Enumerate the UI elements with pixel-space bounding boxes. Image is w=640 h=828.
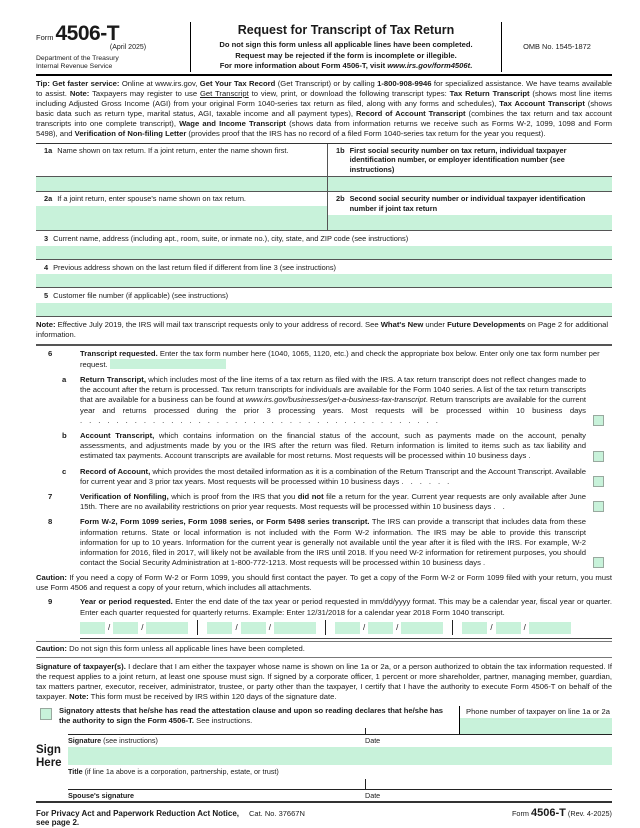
spouse-label-row (68, 789, 612, 800)
form-word: Form (36, 33, 54, 42)
checkbox-w2-1099-transcript[interactable] (593, 557, 604, 568)
date2-dd-field[interactable] (241, 622, 266, 634)
form-header (36, 22, 612, 76)
page-title: Request for Transcript of Tax Return (237, 23, 455, 37)
line-5-number: 5 (44, 291, 49, 300)
date-group-divider (325, 620, 326, 635)
date-separator: / (490, 623, 493, 633)
line-8-number: 8 (48, 517, 53, 527)
dept-irs: Internal Revenue Service (36, 63, 113, 70)
line-6c (36, 467, 612, 487)
header-instruction-3: For more information about Form 4506-T, visit www.irs.gov/form4506t. (219, 61, 473, 70)
catalog-number: Cat. No. 37667N (249, 809, 305, 819)
line-6a-letter: a (62, 374, 67, 384)
date-separator: / (108, 623, 111, 633)
line-1a-label: Name shown on tax return. If a joint return, enter the name shown first. (57, 145, 289, 155)
line-9 (36, 597, 612, 617)
form-identity-block (36, 22, 191, 72)
date1-yyyy-field[interactable] (146, 622, 188, 634)
line-3-label: Current name, address (including apt., room, suite, or inmate no.), city, state, and ZIP code (see instructions) (53, 234, 409, 243)
line-3-number: 3 (44, 234, 49, 243)
header-instruction-2: Request may be rejected if the form is incomplete or illegible. (235, 50, 457, 60)
date4-yyyy-field[interactable] (529, 622, 571, 634)
form-revision: (April 2025) (109, 44, 147, 51)
line-9-text: Year or period requested. Enter the end date of the tax year or period requested in mm/dd/yyyy format. This may be a calendar year, fiscal year or quarter. Enter each quarter requested for quarterly returns. Example: Enter 12/31/2018 for a calendar year 2018 Form 1040 transcript. (80, 597, 612, 617)
line-9-number: 9 (48, 597, 53, 607)
form-title-block (191, 22, 501, 72)
title-field[interactable] (68, 747, 612, 765)
field-4-previous-address[interactable] (36, 274, 612, 287)
spouse-signature-label: Spouse's signature (68, 791, 135, 801)
date3-dd-field[interactable] (368, 622, 393, 634)
line-6c-letter: c (62, 466, 67, 476)
field-2b-ssn[interactable] (328, 215, 612, 230)
note-paragraph: Note: Effective July 2019, the IRS will mail tax transcript requests only to your address of record. See What's New under Future Developments on Page 2 for additional information. (36, 319, 609, 339)
date-separator: / (268, 623, 271, 633)
signature-date-label: Date (365, 736, 381, 746)
line-6a-text: Return Transcript, which includes most of the line items of a tax return as filed with the IRS. A tax return transcript does not reflect changes made to the account after the return is processed. Tax return transcripts for individuals are available for the Form 1040 series. A list of the tax return transcripts that are available for a business can be found at www.irs.gov/businesses/get-a-business-tax-transcript. Return transcripts are available for the current year and returns processed during the prior 3 processing years. Most requests will be processed within 10 business days ........................................ (80, 374, 586, 425)
date-group-divider (452, 620, 453, 635)
date3-yyyy-field[interactable] (401, 622, 443, 634)
line-4-number: 4 (44, 262, 49, 272)
line-1b-number: 1b (336, 145, 345, 155)
form-number-footer: Form 4506-T (Rev. 4-2025) (511, 807, 612, 820)
field-5-customer-file-number[interactable] (36, 303, 612, 316)
phone-number-field[interactable] (460, 718, 612, 734)
field-2a-spouse-name[interactable] (36, 206, 327, 231)
sign-here-block (36, 734, 612, 803)
date2-mm-field[interactable] (207, 622, 232, 634)
date-separator: / (362, 623, 366, 633)
privacy-act-notice: For Privacy Act and Paperwork Reduction Act Notice, see page 2. (36, 809, 240, 828)
line-6c-text: Record of Account, which provides the most detailed information as it is a combination of the Return Transcript and the Account Transcript. Available for current year and 3 prior tax years. Most requests will be processed within 10 business days ...... (80, 466, 586, 486)
date-separator: / (141, 623, 144, 633)
line-1a-number: 1a (44, 145, 53, 155)
line-6 (36, 349, 612, 370)
signature-date-divider (365, 728, 366, 735)
line-6a (36, 375, 612, 426)
form-footer (36, 803, 612, 827)
line-6-number: 6 (48, 348, 53, 358)
caution-sign-paragraph: Caution: Do not sign this form unless all applicable lines have been completed. (36, 643, 305, 653)
phone-column (459, 706, 612, 735)
spouse-date-divider (365, 779, 366, 789)
field-1b-ssn[interactable] (328, 177, 612, 191)
spouse-signature-area[interactable] (68, 776, 612, 789)
line-1b-label: First social security number on tax return, individual taxpayer identification number, or employer identification number (see instructions) (349, 145, 567, 174)
attestation-row (36, 706, 612, 735)
signatory-attestation-checkbox[interactable] (40, 708, 52, 720)
sign-here-label: Sign Here (36, 744, 62, 770)
line-2b-label: Second social security number or individual taxpayer identification number if joint tax return (349, 194, 586, 213)
checkbox-verification-of-nonfiling[interactable] (593, 501, 604, 512)
header-instruction-1: Do not sign this form unless all applicable lines have been completed. (219, 40, 473, 49)
field-1a-name[interactable] (36, 177, 328, 191)
date1-mm-field[interactable] (80, 622, 105, 634)
line-6b (36, 431, 612, 462)
date4-mm-field[interactable] (462, 622, 487, 634)
date2-yyyy-field[interactable] (274, 622, 316, 634)
section-divider (36, 344, 612, 346)
title-label: Title (if line 1a above is a corporation, partnership, estate, or trust) (68, 767, 279, 777)
line-6b-text: Account Transcript, which contains information on the financial status of the account, such as payments made on the account, penalty assessments, and adjustments made by you or the IRS after the return was filed. Return information is limited to items such as tax liability and estimated tax payments. Account transcripts are available for most returns. Most requests will be processed within 10 business days . (80, 430, 586, 461)
line-8 (36, 517, 612, 568)
line-7-number: 7 (48, 491, 53, 501)
date-separator: / (396, 623, 399, 633)
date3-mm-field[interactable] (335, 622, 360, 634)
spouse-date-label: Date (365, 791, 381, 801)
signature-of-taxpayers-paragraph: Signature of taxpayer(s). I declare that I am either the taxpayer whose name is shown on line 1a or 2a, or a person authorized to obtain the tax information requested. If the request applies to a joint return, at least one spouse must sign. If signed by a corporate officer, 1 percent or more shareholder, partner, managing member, guardian, tax matters partner, executor, receiver, administrator, trustee, or party other than the taxpayer, I certify that I have the authority to execute Form 4506-T on behalf of the taxpayer. Note: This form must be received by IRS within 120 days of the signature date. (36, 661, 612, 702)
field-3-current-address[interactable] (36, 246, 612, 259)
line-2a-label: If a joint return, enter spouse's name shown on tax return. (57, 194, 246, 203)
date-separator: / (235, 623, 238, 633)
date1-dd-field[interactable] (113, 622, 138, 634)
line-4-label: Previous address shown on the last return filed if different from line 3 (see instructions) (53, 262, 337, 272)
date-group-1 (80, 622, 188, 634)
signature-label: Signature (see instructions) (68, 736, 158, 746)
line-7-text: Verification of Nonfiling, which is proof from the IRS that you did not file a return for the year. Current year requests are only available after June 15th. There are no availability restrictions on prior year requests. Most requests will be processed within 10 business days .. (80, 491, 586, 512)
date-group-3 (335, 622, 443, 634)
dept-treasury: Department of the Treasury (36, 55, 119, 62)
caution-sign-rule (36, 641, 612, 658)
form-number: 4506-T (55, 22, 120, 45)
field-6-tax-form-number[interactable] (110, 359, 226, 369)
tip-paragraph: Tip: Get faster service: Online at www.irs.gov, Get Your Tax Record (Get Transcript) or by calling 1-800-908-9946 for specialized assistance. We have teams available to assist. Note: Taxpayers may register to use Get Transcript to view, print, or download the following transcript types: Tax Return Transcript (shows most line items including Adjusted Gross Income (AGI) from your original Form 1040-series tax return as filed, along with any forms and schedules), Tax Account Transcript (shows basic data such as return type, marital status, AGI, taxable income and all payment types), Record of Account Transcript (combines the tax return and tax account transcripts into one complete transcript), Wage and Income Transcript (shows data from information returns we receive such as Forms W-2, 1099, 1098 and Form 5498), and Verification of Non-filing Letter (provides proof that the IRS has no record of a filed Form 1040-series tax return for the year you request). (36, 78, 613, 138)
line-2b-number: 2b (336, 194, 345, 203)
date4-dd-field[interactable] (496, 622, 521, 634)
phone-number-label: Phone number of taxpayer on line 1a or 2a (466, 706, 610, 716)
date-group-4 (462, 622, 570, 634)
checkbox-record-of-account[interactable] (593, 476, 604, 487)
line-6-text: Transcript requested. Enter the tax form number here (1040, 1065, 1120, etc.) and check the appropriate box below. Enter only one tax form number per request. (80, 348, 600, 369)
line-6b-letter: b (62, 430, 67, 440)
date-group-2 (207, 622, 315, 634)
line-5-label: Customer file number (if applicable) (see instructions) (53, 291, 229, 300)
omb-number: OMB No. 1545-1872 (501, 22, 612, 72)
line-7 (36, 492, 612, 512)
checkbox-return-transcript[interactable] (593, 415, 604, 426)
date-separator: / (523, 623, 526, 633)
caution-w2-paragraph: Caution: If you need a copy of Form W-2 or Form 1099, you should first contact the payer. To get a copy of the Form W-2 or Form 1099 filed with your return, you must use Form 4506 and request a copy of your return, which includes all attachments. (36, 573, 612, 593)
checkbox-account-transcript[interactable] (593, 451, 604, 462)
date-group-divider (197, 620, 198, 635)
line-8-text: Form W-2, Form 1099 series, Form 1098 series, or Form 5498 series transcript. The IRS can provide a transcript that includes data from these information returns. State or local information is not included with the Form W-2 information. The IRS may be able to provide this transcript information for up to 10 years. Information for the current year is generally not available until the year after it is filed with the IRS. For example, W-2 information for 2016, filed in 2017, will likely not be available from the IRS until 2018. If you need W-2 information for retirement purposes, you should contact the Social Security Administration at 1-800-772-1213. Most requests will be processed within 10 business days . (80, 517, 586, 568)
attestation-text: Signatory attests that he/she has read the attestation clause and upon so reading declares that he/she has the authority to sign the Form 4506-T. See instructions. (59, 705, 444, 725)
signature-label-row (68, 734, 612, 745)
line-2a-number: 2a (44, 194, 53, 203)
year-period-date-row (80, 620, 612, 639)
name-ssn-table (36, 143, 612, 317)
